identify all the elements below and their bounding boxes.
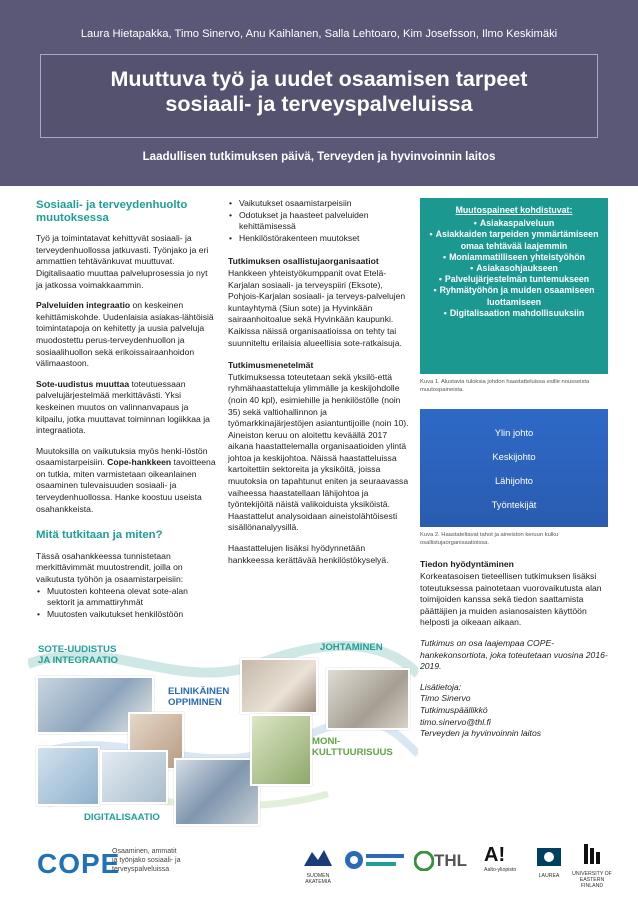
box-item: • Asiakasohjaukseen [470,263,558,274]
tagline-line: Osaaminen, ammatit [112,848,177,855]
box-item-text: Moniammatilliseen yhteistyöhön [449,251,585,262]
bold-cope: Cope-hankkeen [107,457,172,468]
heading-hyodyntaminen: Tiedon hyödyntäminen [420,559,514,570]
theme-collage [28,634,418,834]
paragraph-sote [36,379,216,437]
label-moni [312,736,393,758]
paragraph-intro: Työ ja toimintatavat kehittyvät sosiaali- ja terveydenhuollossa jatkuvasti. Työnjako ja eri ammattien tehtävänkuvat muuttuvat. Digitalisaatio muuttaa palveluprosessia jo nyt ja jatkossa voimakkaammin. [36,233,209,290]
section-heading-muutoksessa [36,199,216,224]
box-heading: Muutospaineet kohdistuvat: [455,205,573,215]
laurea-text: LAUREA [538,873,560,879]
caption-2: Kuva 2. Haastateltavat tahot ja aineiston keruun kulku osallistujaorganisaatioissa. [420,532,559,546]
laurea-logo [534,846,564,879]
photo-leadership [240,658,318,714]
label-line: KULTTUURISUUS [312,747,393,758]
bullet-list-1 [36,586,216,621]
label-johtaminen: JOHTAMINEN [320,642,383,653]
uef-emblem-icon [572,842,612,866]
aalto-text: Aalto-yliopisto [484,867,517,873]
label-line: ELINIKÄINEN [168,686,230,697]
label-line: JA INTEGRAATIO [38,655,118,666]
box-item: • Palvelujärjestelmän tuntemukseen [438,274,590,285]
bold-sote: Sote-uudistus muuttaa [36,378,130,389]
column-1 [36,199,216,620]
box-item: • Moniammatilliseen yhteistyöhön [443,251,585,262]
paragraph-organisaatiot: Hankkeen yhteistyökumppanit ovat Etelä-Karjalan sosiaali- ja terveyspiiri (Eksote), Pohjois-Karjalan sosiaali- ja terveys-palvelujen kuntayhtymä (Siun sote) ja Hyvinkään sairaanhoitoalue sekä Hyvinkään kaupunki. Kaikissa näissä organisaatioissa on tehty tai suunniteltu erilaisia alueellisia sote-ratkaisuja. [228,267,406,348]
muutospaineet-box [420,198,608,374]
uef-text: UNIVERSITY OF EASTERN FINLAND [572,871,612,889]
box-item: • Asiakaspalveluun [473,218,555,229]
uef-logo [572,842,612,889]
photo-multicultural [250,714,312,786]
level-keskijohto: Keskijohto [492,451,536,463]
contact-email[interactable]: timo.sinervo@thl.fi [420,716,491,727]
paragraph-trendit: Tässä osahankkeessa tunnistetaan merkittävimmät muutostrendit, joilla on vaikutusta työhön ja osaamistarpeisiin: [36,550,184,585]
aalto-logo [484,844,524,873]
authors: Laura Hietapakka, Timo Sinervo, Anu Kaihlanen, Salla Lehtoaro, Kim Josefsson, Ilmo Keskimäki [80,28,558,40]
paragraph-cope [36,446,216,516]
title-line-2: sosiaali- ja terveyspalveluissa [165,92,473,116]
label-digitalisaatio: DIGITALISAATIO [84,812,160,823]
box-item-text: Ryhmätyöhön ja muiden osaamiseen luottamiseen [439,285,595,307]
label-line: MONI- [312,736,341,747]
heading-organisaatiot: Tutkimuksen osallistujaorganisaatiot [228,256,379,267]
level-tyontekijat: Työntekijät [491,499,537,511]
box-item-text: Asiakaspalveluun [479,218,555,229]
box-item-text: Palvelujärjestelmän tuntemukseen [444,274,590,285]
text-cope-a: Muutoksilla on vaikutuksia myös henki-löstön osaamistarpeisiin. [36,445,208,468]
cope-logo: COPE [37,848,121,879]
poster-subtitle: Laadullisen tutkimuksen päivä, Terveyden ja hyvinvoinnin laitos [142,150,496,163]
sote-logo [344,848,406,872]
thl-text: THL [434,851,468,870]
photo-care [100,750,168,804]
heading-line-2: muutoksessa [36,211,109,224]
contact-line: Tutkimuspäällikkö [420,704,488,715]
paragraph-cope-konsortio: Tutkimus on osa laajempaa COPE-hankekonsortiota, joka toteutetaan vuosina 2016-2019. [420,637,608,672]
text-integraatio: on keskeinen kehittämiskohde. Uudenlaisia asiakas-lähtöisiä toimintatapoja on kehitetty ja uusia palveluja muodostettu perus-terveydenhuollon ja sosiaalihuollon sekä erikoissairaanhoidon välimaastoon. [36,300,214,369]
bullet-list-2 [228,198,410,244]
paragraph-menetelmat: Tutkimuksessa toteutetaan sekä yksilö-että ryhmähaastatteluja ylimmälle ja keskijohdolle (noin 40 kpl), esimiehille ja henkilöstölle (noin 35) sekä valtiohallinnon ja työmarkkinajärjestöjen asiantuntijoille (noin 10). Aineiston keruu on aloitettu keväällä 2017 aikana haastattelemalla organisaatioiden ylintä johtoa ja keskijohtoa. Näissä haastatteluissa kartoitettiin sektoreita ja yksiköitä, joissa muutoksia on tapahtunut eniten ja seuraavassa vaiheessa haastatellaan lähijohtoa ja työntekijöitä näistä valikoiduista yksiköistä. Haastattelut analysoidaan aineistolähtöisesti sisällönanalyysillä. [228,371,409,533]
photo-elderly [174,758,260,826]
paragraph-hyodyntaminen: Korkeatasoisen tieteellisen tutkimuksen lisäksi toteutuksessa painotetaan vuorovaikutusta alan toimijoiden kanssa sekä tiedon saattamista päättäjien ja muiden asianosaisten käyttöön helposti ja oikeaan aikaan. [420,570,602,628]
paragraph-kysely: Haastattelujen lisäksi hyödynnetään hankkeessa kerättävää henkilöstökyselyä. [228,543,389,565]
list-item: • Henkilöstörakenteen muutokset [228,233,410,245]
aalto-mark: A! [484,844,506,866]
photo-hands [36,746,100,806]
academy-logo [300,846,336,885]
poster-title [41,67,597,117]
label-line: OPPIMINEN [168,697,222,708]
tagline-line: terveyspalveluissa [112,865,170,873]
sote-emblem-icon [344,848,406,872]
heading-line-1: Sosiaali- ja terveydenhuolto [36,199,188,211]
box-item: • Ryhmätyöhön ja muiden osaamiseen luottamiseen [433,285,595,307]
box-item-text: Asiakkaiden tarpeiden ymmärtämiseen omaa tehtävää laajemmin [435,229,599,251]
list-item: • Muutosten kohteena olevat sote-alan sektorit ja ammattiryhmät [36,586,216,609]
box-item: • Asiakkaiden tarpeiden ymmärtämiseen omaa tehtävää laajemmin [429,229,599,251]
academy-text: SUOMEN AKATEMIA [305,873,331,885]
level-lahijohto: Lähijohto [494,475,534,487]
caption-1: Kuva 1. Alustavia tuloksia johdon haastatteluissa esille nousseista muutospaineista. [420,379,590,393]
thl-emblem-icon [414,851,434,871]
academy-emblem-icon [300,846,336,868]
title-line-1: Muuttuva työ ja uudet osaamisen tarpeet [110,67,528,91]
cope-tagline [112,848,222,874]
title-box [40,54,598,138]
thl-logo [414,848,472,874]
column-2 [228,198,410,566]
box-item-text: Digitalisaation mahdollisuuksiin [449,307,585,318]
tagline-line: ja työnjako sosiaali- ja [112,856,181,864]
label-sote [38,644,118,666]
text-sote: toteutuessaan palvelujärjestelmää merkittävästi. Yksi keskeinen muutos on valinnanvapaus ja kilpailu, jotka muuttavat toiminnan logiikkaa ja integraatiota. [36,378,210,436]
box-item: • Digitalisaation mahdollisuuksiin [443,307,585,318]
poster-header [0,0,638,186]
level-ylin-johto: Ylin johto [494,427,534,439]
list-item: • Vaikutukset osaamistarpeisiin [228,198,410,210]
box-item-text: Asiakasohjaukseen [476,263,558,274]
laurea-emblem-icon [534,846,564,868]
list-item: • Odotukset ja haasteet palveluiden kehittämisessä [228,210,410,233]
contact-line: Terveyden ja hyvinvoinnin laitos [420,728,542,739]
label-line: SOTE-UUDISTUS [38,644,117,655]
contact-line: Timo Sinervo [420,693,471,704]
label-elinikainen [168,686,229,708]
haastateltavat-box [420,409,608,527]
paragraph-integraatio [36,300,216,370]
heading-menetelmat: Tutkimusmenetelmät [228,360,314,371]
list-item: • Muutosten vaikutukset henkilöstöön [36,609,216,621]
contact-info [420,682,608,740]
column-3 [420,198,608,740]
logo-bar [0,838,638,902]
photo-team [326,668,410,730]
text-cope-b: tavoitteena on tutkia, miten varmistetaan oikeanlainen osaaminen tulevaisuuden sosiaali- ja terveydenhuollossa. Hanke koostuu useista osahankkeista. [36,457,216,514]
section-heading-tutkitaan: Mitä tutkitaan ja miten? [36,529,163,542]
contact-line: Lisätietoja: [420,681,462,692]
bold-integraatio: Palveluiden integraatio [36,300,131,311]
